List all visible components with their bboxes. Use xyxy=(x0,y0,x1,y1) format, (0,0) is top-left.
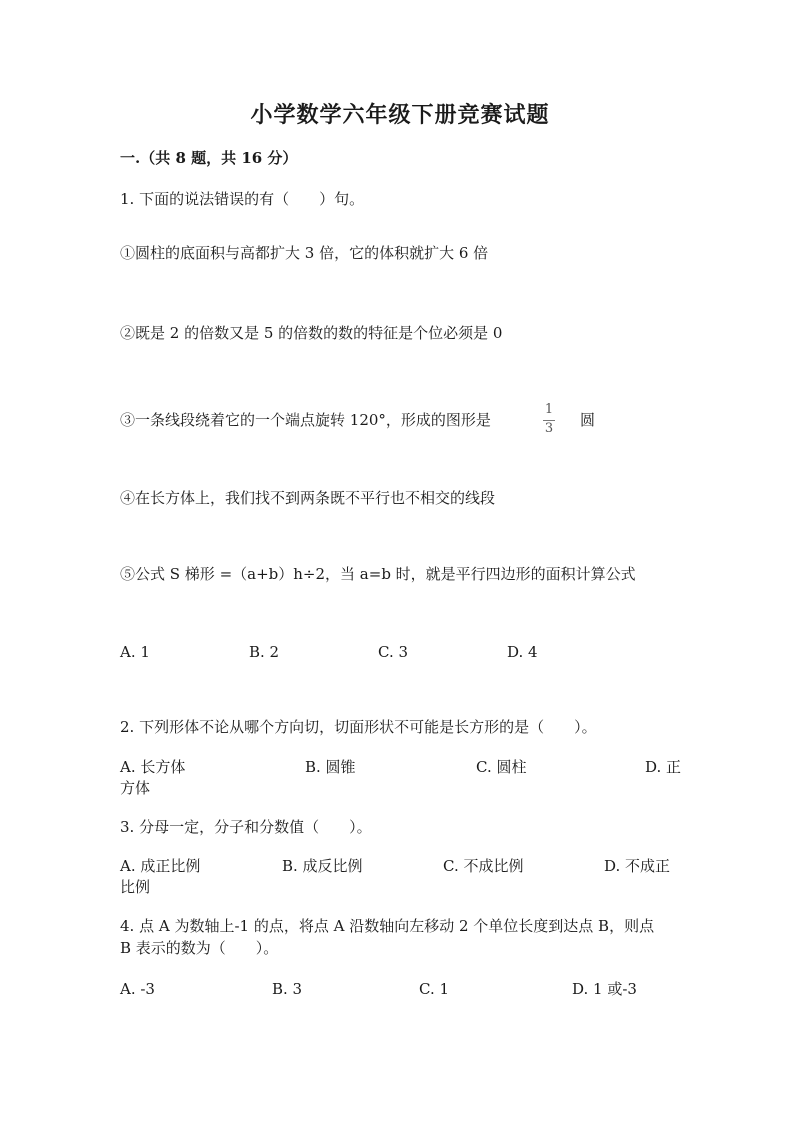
question-1-option-d: D. 4 xyxy=(507,643,538,661)
question-2-option-c: C. 圆柱 xyxy=(476,758,527,776)
question-1-stem: 1. 下面的说法错误的有（ ）句。 xyxy=(120,190,365,208)
question-4-option-a: A. -3 xyxy=(120,980,155,998)
question-4-option-d: D. 1 或-3 xyxy=(572,980,637,998)
question-2-option-d: D. 正 xyxy=(645,758,682,776)
question-3-option-b: B. 成反比例 xyxy=(282,857,363,875)
fraction-numerator: 1 xyxy=(544,402,554,417)
question-4-option-b: B. 3 xyxy=(272,980,303,998)
question-1-option-c: C. 3 xyxy=(378,643,409,661)
question-1-option-b: B. 2 xyxy=(249,643,280,661)
section-heading: 一.（共 8 题，共 16 分） xyxy=(120,149,298,167)
question-4-option-c: C. 1 xyxy=(419,980,450,998)
page-title: 小学数学六年级下册竞赛试题 xyxy=(250,102,550,128)
question-3-option-d-wrap: 比例 xyxy=(120,878,151,896)
question-3-stem: 3. 分母一定，分子和分数值（ ）。 xyxy=(120,818,372,836)
statement-3-suffix: 圆 xyxy=(580,411,596,429)
question-3-option-a: A. 成正比例 xyxy=(120,857,201,875)
question-2-option-d-wrap: 方体 xyxy=(120,779,151,797)
question-1-statement-5: ⑤公式 S 梯形 =（a+b）h÷2，当 a=b 时，就是平行四边形的面积计算公式 xyxy=(120,565,636,583)
question-3-option-c: C. 不成比例 xyxy=(443,857,524,875)
question-1-statement-1: ①圆柱的底面积与高都扩大 3 倍，它的体积就扩大 6 倍 xyxy=(120,244,489,262)
fraction-denominator: 3 xyxy=(544,421,554,436)
question-1-statement-2: ②既是 2 的倍数又是 5 的倍数的数的特征是个位必须是 0 xyxy=(120,324,503,342)
question-4-stem-line-2: B 表示的数为（ ）。 xyxy=(120,939,279,957)
question-2-stem: 2. 下列形体不论从哪个方向切，切面形状不可能是长方形的是（ ）。 xyxy=(120,718,597,736)
question-3-option-d: D. 不成正 xyxy=(604,857,671,875)
question-4-stem-line-1: 4. 点 A 为数轴上-1 的点，将点 A 沿数轴向左移动 2 个单位长度到达点 B，则点 xyxy=(120,917,655,935)
question-1-option-a: A. 1 xyxy=(120,643,150,661)
question-2-option-b: B. 圆锥 xyxy=(305,758,356,776)
question-1-statement-4: ④在长方体上，我们找不到两条既不平行也不相交的线段 xyxy=(120,489,496,507)
question-2-option-a: A. 长方体 xyxy=(120,758,186,776)
question-1-statement-3 xyxy=(120,409,491,431)
statement-3-text: ③一条线段绕着它的一个端点旋转 120°，形成的图形是 xyxy=(120,411,491,429)
